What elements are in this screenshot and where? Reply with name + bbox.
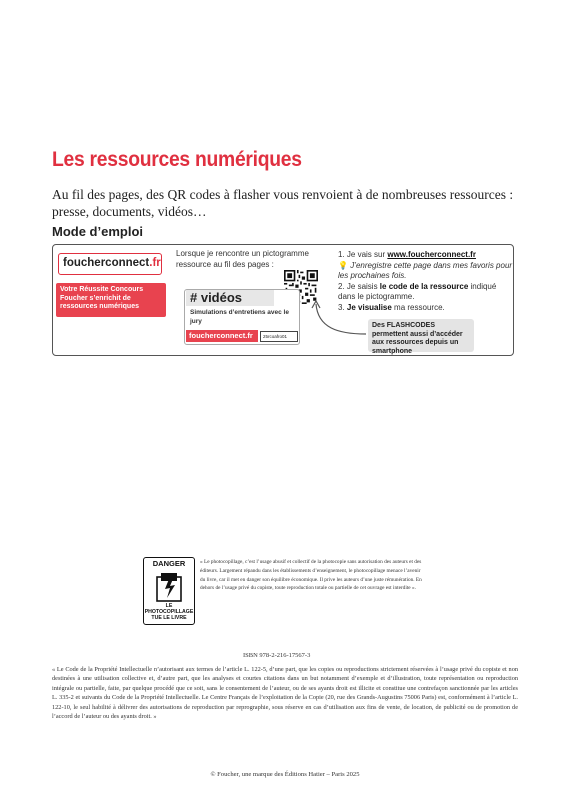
logo-main-text: foucherconnect xyxy=(63,257,150,269)
card-url-banner: foucherconnect.fr xyxy=(186,330,258,342)
photocopier-warning-icon xyxy=(154,569,184,603)
card-resource-code: 25rcoafro01 xyxy=(260,331,298,342)
step-3-suffix: ma ressource. xyxy=(391,302,445,312)
page-title: Les ressources numériques xyxy=(52,148,302,171)
flashcodes-note: Des FLASHCODES permettent aussi d’accéder aux ressources depuis un smartphone xyxy=(368,319,474,352)
step-2-bold: le code de la ressource xyxy=(379,281,469,291)
pictogram-instruction: Lorsque je rencontre un pictogramme ressource au fil des pages : xyxy=(176,249,309,269)
legal-notice: « Le Code de la Propriété Intellectuelle n’autorisant aux termes de l’article L. 122-5, d’une part, que les copies ou reproductions strictement réservées à l’usage privé du copiste et non destinées à une utilisation collective et, d’autre part, que les analyses et courtes citations dans un but notamment d’exemple et d’illustration, toute représentation ou reproduction intégrale ou partielle, faite, par quelque procédé que ce soit, sans le consentement de l’auteur, ou de ses ayants droit est illicite et constitue une contrefaçon sanctionnée par les articles L. 335-2 et suivants du Code de la Propriété Intellectuelle. Le Centre Français de l’exploitation de la Copie (20, rue des Grands-Augustins 75006 Paris) est, conformément à l’article L. 122-10, le seul habilité à délivrer des autorisations de reproduction par reprographie, sous réserve en cas d’utilisation aux fins de vente, de location, de publicité ou de promotion de l’accord de l’auteur ou des ayants droit. » xyxy=(52,666,518,721)
isbn: ISBN 978-2-216-17567-3 xyxy=(243,652,311,659)
foucherconnect-logo xyxy=(58,253,162,275)
publisher-credit: © Foucher, une marque des Éditions Hatier – Paris 2025 xyxy=(210,771,360,778)
danger-slogan: LE PHOTOCOPILLAGE TUE LE LIVRE xyxy=(144,603,194,621)
logo-tld-text: .fr xyxy=(149,257,161,269)
step-3-bold: Je visualise xyxy=(346,302,392,312)
intro-paragraph: Au fil des pages, des QR codes à flasher vous renvoient à de nombreuses ressources : presse, documents, vidéos… xyxy=(52,187,514,219)
step-1-prefix: 1. Je vais sur xyxy=(338,250,388,259)
step-2-suffix: indiqué dans le pictogramme. xyxy=(338,281,497,301)
red-info-panel: Votre Réussite Concours Foucher s’enrichit de ressources numériques xyxy=(56,283,166,317)
step-1-tip-text: J’enregistre cette page dans mes favoris pour les prochaines fois. xyxy=(338,260,513,280)
curved-arrow-icon xyxy=(308,298,372,340)
step-2-prefix: 2. Je saisis xyxy=(338,281,380,291)
step-3-prefix: 3. xyxy=(338,302,347,312)
foucherconnect-link[interactable]: www.foucherconnect.fr xyxy=(387,250,476,259)
card-subtitle: Simulations d’entretiens avec le jury xyxy=(190,309,289,325)
photocopillage-notice: « Le photocopillage, c’est l’usage abusif et collectif de la photocopie sans autorisation des auteurs et des éditeurs. Largement répandu dans les établissements d’enseignement, le photocopillage menace l’avenir du livre, car il met en danger son équilibre économique. Il prive les auteurs d’une juste rémunération. En dehors de l’usage privé du copiste, toute reproduction totale ou partielle de cet ouvrage est interdite ». xyxy=(200,559,422,592)
lightbulb-icon: 💡 xyxy=(338,260,348,270)
section-heading-mode-emploi: Mode d’emploi xyxy=(52,224,143,239)
step-1 xyxy=(338,250,514,261)
step-1-tip xyxy=(338,261,514,282)
card-tag-videos: # vidéos xyxy=(186,290,274,306)
danger-photocopillage-logo xyxy=(143,557,195,625)
danger-heading: DANGER xyxy=(152,559,186,568)
